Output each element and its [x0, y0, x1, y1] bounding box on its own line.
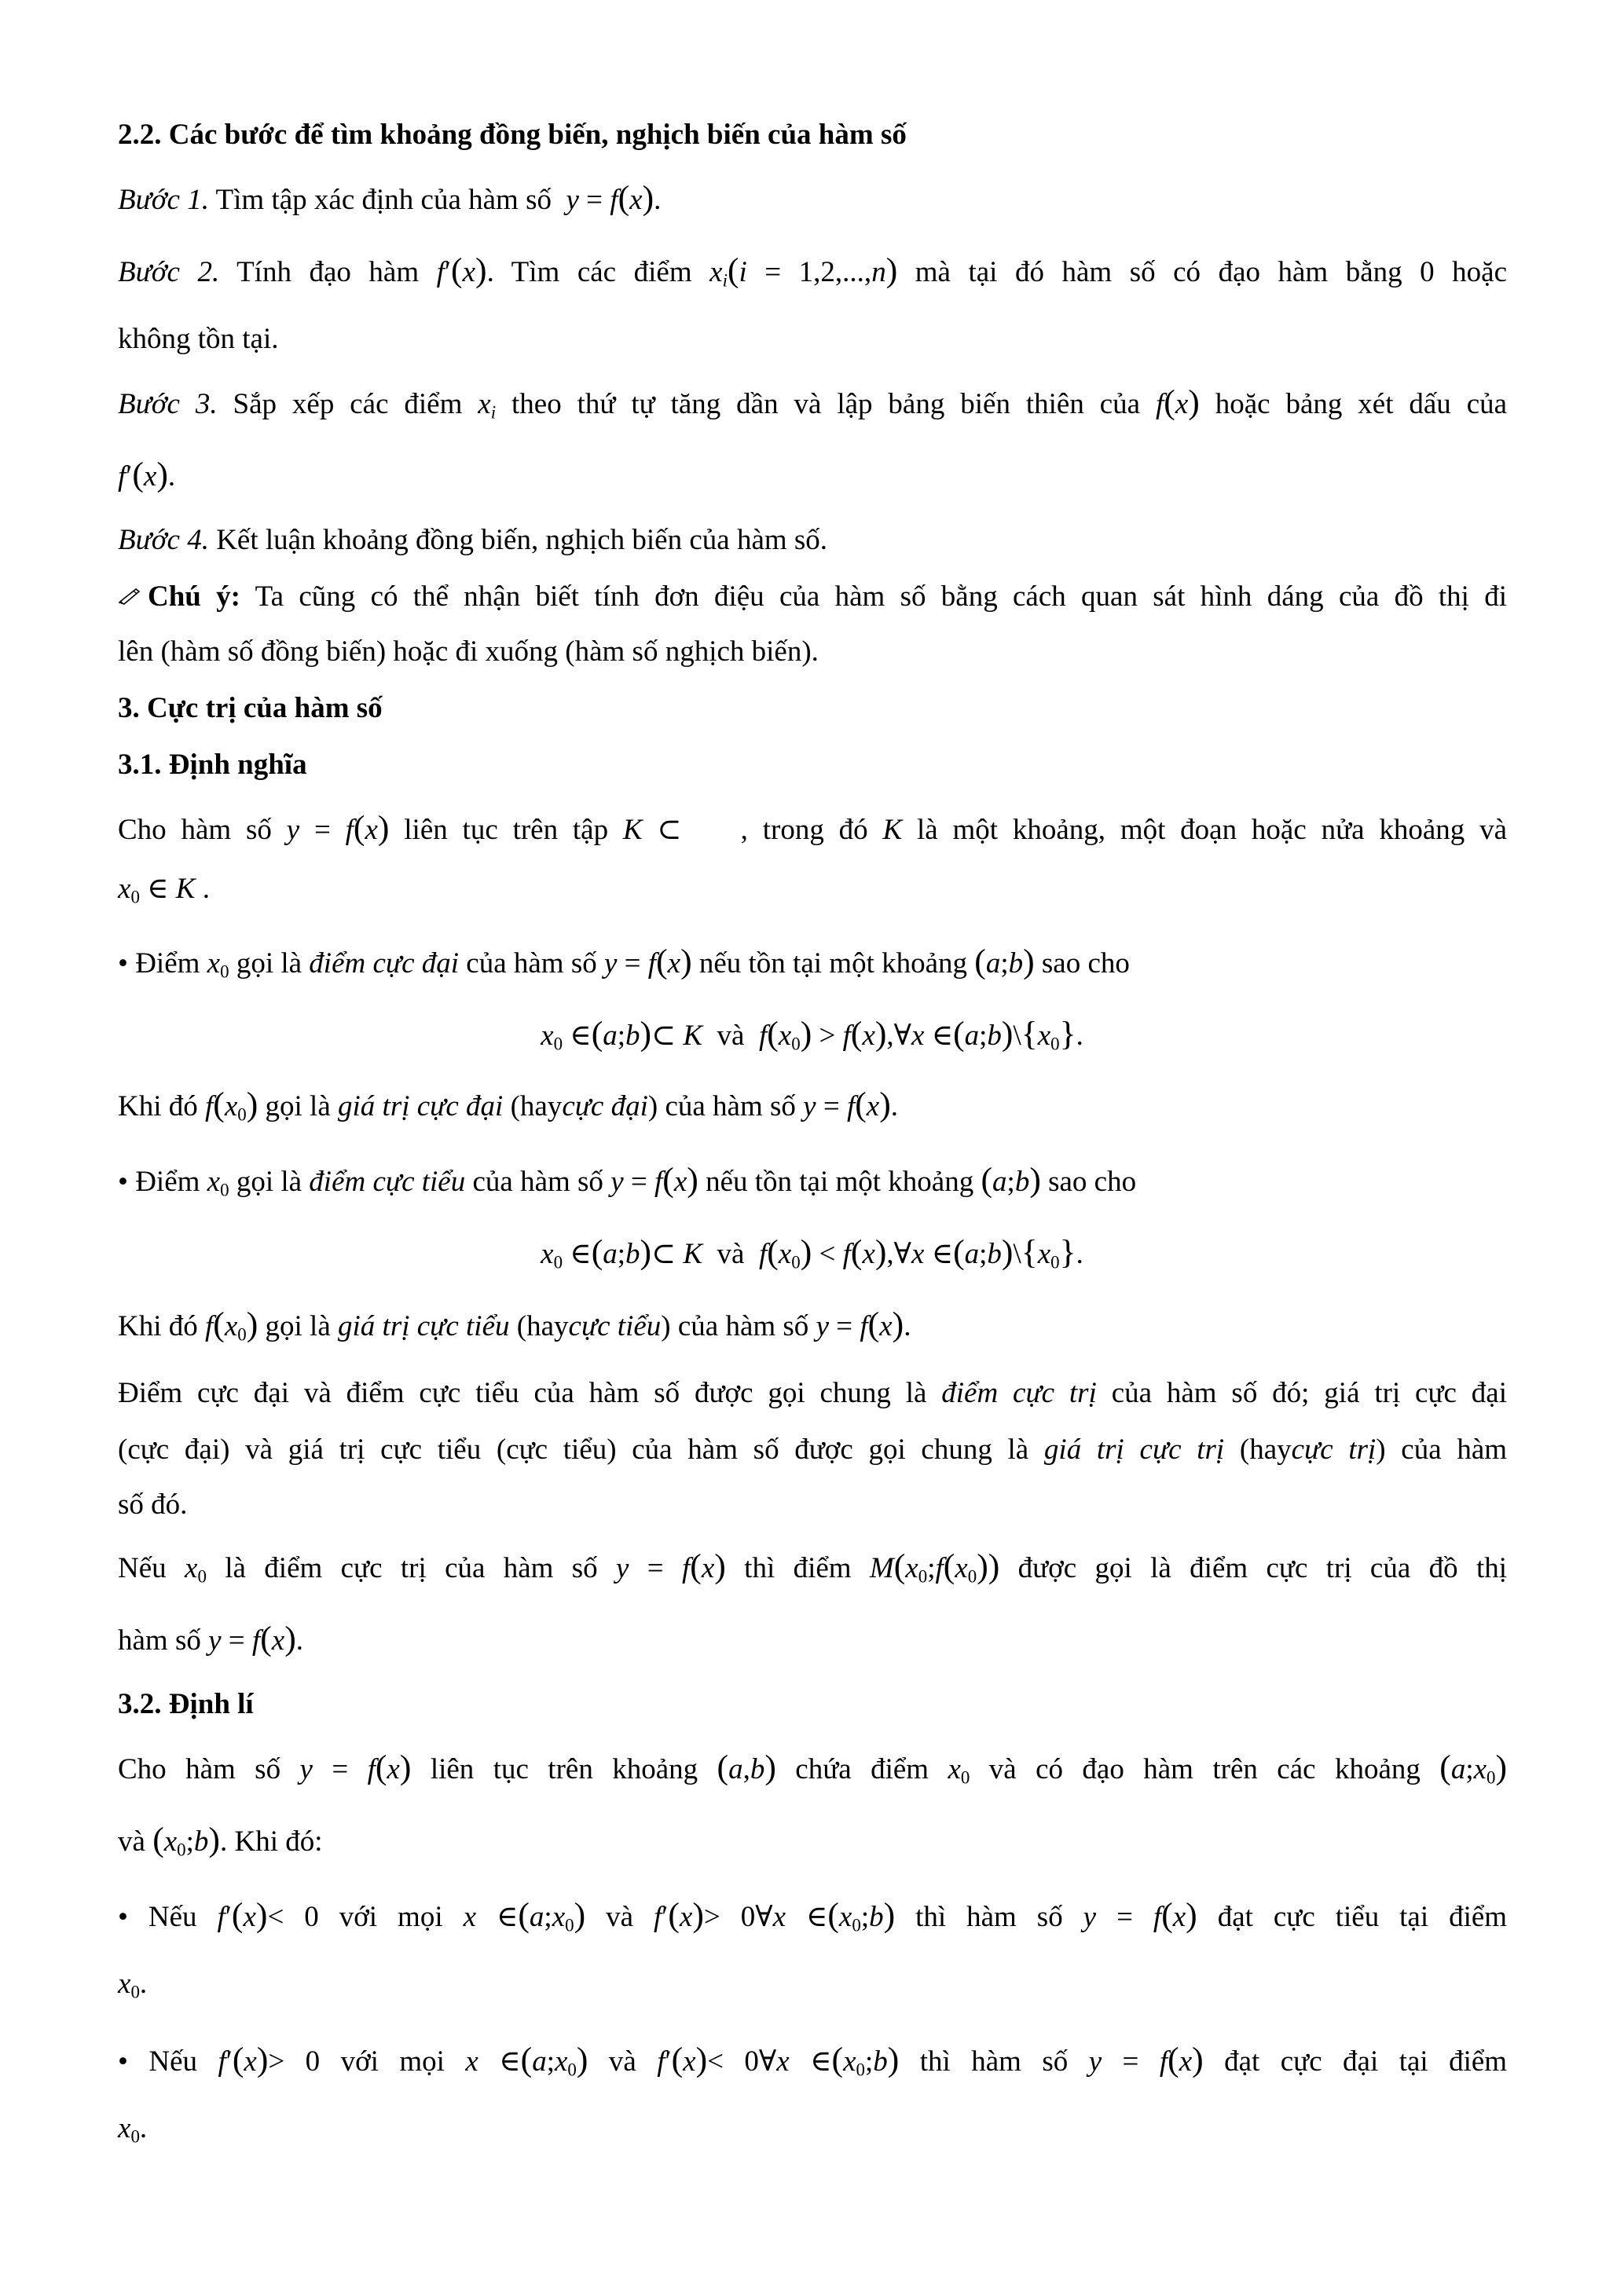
term-extremum-point: điểm cực trị — [941, 1377, 1097, 1409]
formula-y-eq-fx: y = f(x) — [603, 943, 692, 980]
pencil-icon — [118, 588, 141, 606]
section-2-2-heading: 2.2. Các bước để tìm khoảng đồng biến, nghịch biến của hàm số — [118, 119, 907, 151]
graph-text: hàm số — [118, 1624, 201, 1657]
case-text: đạt cực đại tại điểm — [1224, 2045, 1508, 2078]
theorem-intro — [118, 1747, 1507, 1788]
formula-x0: $x_0$ — [118, 1968, 140, 2002]
formula-fprime-positive-forall: f′(x)> 0∀x $\in(x_0;b)$ — [654, 1896, 896, 1935]
step-2-text: Tính đạo hàm — [236, 256, 420, 288]
max-value-definition: Khi đó $f(x_0)$ gọi là giá trị cực đại (haycực đại) của hàm số y = f(x). — [118, 1086, 899, 1125]
formula-f-x0: $f(x_0)$ — [205, 1086, 258, 1125]
bullet-text: • Nếu — [118, 2045, 198, 2078]
step-4 — [118, 523, 827, 558]
max-text: nếu tồn tại một khoảng — [698, 947, 968, 980]
definition-cont: $x_0$ ∈ K . — [118, 873, 210, 907]
note-label: Chú ý: — [148, 580, 240, 613]
formula-M-point: $M(x_0;f(x_0))$ — [869, 1547, 1000, 1587]
formula-x0: $x_0$ — [185, 1552, 207, 1587]
term-max: cực đại — [562, 1090, 648, 1122]
formula-x0-in-K: $x_0$ ∈ K — [118, 873, 196, 907]
case-text: với mọi — [339, 1901, 443, 1933]
formula-y-eq-fx: y = f(x) — [286, 809, 390, 847]
max-text: gọi là — [236, 947, 302, 980]
formula-f-x0: $f(x_0)$ — [205, 1305, 258, 1345]
formula-fprime-negative-forall: f′(x)< 0∀x $\in(x_0;b)$ — [657, 2041, 900, 2080]
general-paragraph-line-2 — [118, 1433, 1507, 1467]
formula-y-eq-fx: y = f(x) — [299, 1749, 412, 1786]
step-2 — [118, 250, 1507, 291]
formula-fprime-negative: f′(x)< 0 — [217, 1896, 319, 1934]
step-3-text: theo thứ tự tăng dần và lập bảng biến thiên của — [511, 388, 1141, 420]
definition-text: , trong đó — [740, 814, 868, 846]
term-min: cực tiểu — [568, 1310, 662, 1342]
case-text: thì hàm số — [919, 2045, 1069, 2078]
max-value-text: Khi đó — [118, 1090, 198, 1122]
min-text: nếu tồn tại một khoảng — [706, 1166, 974, 1198]
min-value-text: Khi đó — [118, 1310, 198, 1342]
formula-fprime-x: f′(x) — [118, 456, 168, 493]
bullet-text: • Điểm — [118, 1166, 200, 1198]
step-4-label: Bước 4. — [118, 524, 209, 556]
step-3-text: hoặc bảng xét dấu của — [1215, 388, 1508, 420]
formula-x-in-a-x0: x $\in(a;x_0)$ — [465, 2041, 588, 2080]
formula-xi: $x_i$ — [478, 388, 497, 423]
formula-interval-a-x0: $(a;x_0)$ — [1439, 1749, 1508, 1788]
theorem-text: . Khi đó: — [219, 1825, 323, 1858]
note — [118, 580, 1507, 614]
max-value-text: ) của hàm số — [647, 1090, 796, 1122]
note-cont: lên (hàm số đồng biến) hoặc đi xuống (hàm số nghịch biến). — [118, 635, 819, 668]
min-value-text: (hay — [516, 1310, 569, 1342]
definition-text: là một khoảng, một đoạn hoặc nửa khoảng và — [916, 814, 1508, 846]
min-value-text: ) của hàm số — [661, 1310, 809, 1342]
theorem-case-min — [118, 1895, 1507, 1935]
formula-fx: f(x) — [1155, 383, 1200, 421]
term-max-value: giá trị cực đại — [338, 1090, 504, 1122]
general-text: của hàm số đó; giá trị cực đại — [1111, 1377, 1508, 1409]
general-text: Điểm cực đại và điểm cực tiểu của hàm số được gọi chung là — [118, 1377, 927, 1409]
section-3-2-heading: 3.2. Định lí — [118, 1688, 254, 1720]
step-3-text: Sắp xếp các điểm — [233, 388, 463, 420]
case-text: và — [606, 1901, 634, 1933]
formula-y-eq-fx: y = f(x) — [816, 1305, 904, 1343]
graph-text: Nếu — [118, 1552, 167, 1584]
step-4-text: Kết luận khoảng đồng biến, nghịch biến của hàm số. — [216, 524, 828, 556]
section-3-1-heading: 3.1. Định nghĩa — [118, 749, 307, 781]
step-1-label: Bước 1. — [118, 184, 209, 216]
general-text: (cực đại) và giá trị cực tiểu (cực tiểu) của hàm số được gọi chung là — [118, 1434, 1029, 1466]
formula-x-in-a-x0: x $\in(a;x_0)$ — [463, 1896, 586, 1935]
step-2-text: mà tại đó hàm số có đạo hàm bằng 0 hoặc — [915, 256, 1508, 288]
and-text: và — [717, 1238, 745, 1270]
theorem-case-min-cont: $x_0$. — [118, 1968, 148, 2002]
theorem-text: và — [118, 1825, 145, 1858]
min-text: gọi là — [236, 1166, 302, 1198]
step-2-text: . Tìm các điểm — [486, 256, 692, 288]
bullet-text: • Nếu — [118, 1901, 197, 1933]
step-3-cont: f′(x). — [118, 456, 176, 493]
formula-y-eq-fx: y = f(x) — [616, 1547, 726, 1585]
case-text: với mọi — [340, 2045, 445, 2078]
max-text: của hàm số — [466, 947, 597, 980]
formula-interval-ab: (a;b) — [974, 943, 1035, 980]
note-text: Ta cũng có thể nhận biết tính đơn điệu của hàm số bằng cách quan sát hình dáng của đồ thị đi — [255, 580, 1507, 613]
formula-x0: $x_0$ — [948, 1753, 970, 1788]
term-max-point: điểm cực đại — [309, 947, 460, 980]
max-value-text: (hay — [510, 1090, 563, 1122]
formula-K: K — [882, 814, 903, 846]
graph-extremum-cont: hàm số y = f(x). — [118, 1620, 303, 1657]
general-text: ) của hàm — [1376, 1434, 1508, 1466]
formula-fprime-positive: f′(x)> 0 — [218, 2041, 321, 2078]
step-2-cont: không tồn tại. — [118, 323, 279, 355]
theorem-text: liên tục trên khoảng — [430, 1753, 698, 1785]
max-text: sao cho — [1041, 947, 1130, 980]
formula-interval-ab: (a;b) — [981, 1161, 1041, 1199]
formula-x0: $x_0$ — [118, 2112, 140, 2147]
bullet-text: • Điểm — [118, 947, 200, 980]
min-condition-formula: $x_0$ ∈(a;b)⊂ K và $f(x_0)$ < f(x),∀x $\in(a;b)\backslash\{x_0\}$. — [541, 1233, 1083, 1273]
case-text: và — [608, 2045, 636, 2078]
step-2-label: Bước 2. — [118, 256, 220, 288]
step-1: Bước 1. Tìm tập xác định của hàm số y = f(x). — [118, 179, 662, 217]
min-point-definition — [118, 1159, 1136, 1200]
step-3-label: Bước 3. — [118, 388, 218, 420]
formula-y-eq-fx: y = f(x) — [610, 1161, 698, 1199]
formula-y-eq-fx: y = f(x) — [559, 179, 654, 217]
general-text: (hay — [1239, 1434, 1292, 1466]
graph-text: là điểm cực trị của hàm số — [225, 1552, 598, 1584]
term-extremum: cực trị — [1291, 1434, 1377, 1466]
and-text: và — [717, 1020, 745, 1052]
general-paragraph-line-3: số đó. — [118, 1489, 188, 1521]
general-paragraph-line-1 — [118, 1376, 1507, 1411]
case-text: đạt cực tiểu tại điểm — [1217, 1901, 1508, 1933]
max-condition-formula: $x_0$ ∈(a;b)⊂ K và $f(x_0)$ > f(x),∀x $\in(a;b)\backslash\{x_0\}$. — [541, 1015, 1083, 1054]
definition-intro — [118, 807, 1507, 848]
graph-text: được gọi là điểm cực trị của đồ thị — [1017, 1552, 1508, 1584]
step-1-text: Tìm tập xác định của hàm số — [215, 184, 552, 216]
formula-y-eq-fx: y = f(x) — [1083, 1896, 1197, 1934]
min-value-text: gọi là — [265, 1310, 331, 1342]
formula-K-subset: K ⊂ — [622, 814, 682, 846]
theorem-text: và có đạo hàm trên các khoảng — [988, 1753, 1421, 1785]
min-text: sao cho — [1048, 1166, 1137, 1198]
definition-text: liên tục trên tập — [404, 814, 609, 846]
formula-y-eq-fx: y = f(x) — [208, 1620, 296, 1657]
theorem-case-max-cont: $x_0$. — [118, 2112, 148, 2147]
formula-y-eq-fx: y = f(x) — [1088, 2041, 1204, 2078]
min-text: của hàm số — [472, 1166, 603, 1198]
theorem-intro-cont — [118, 1819, 323, 1860]
graph-text: thì điểm — [744, 1552, 852, 1584]
formula-interval-x0-b: $(x_0;b)$ — [152, 1821, 220, 1860]
term-min-value: giá trị cực tiểu — [338, 1310, 510, 1342]
term-min-point: điểm cực tiểu — [309, 1166, 466, 1198]
min-value-definition: Khi đó $f(x_0)$ gọi là giá trị cực tiểu (haycực tiểu) của hàm số y = f(x). — [118, 1305, 911, 1345]
theorem-text: Cho hàm số — [118, 1753, 281, 1785]
max-value-text: gọi là — [265, 1090, 331, 1122]
formula-fprime-x: f′(x) — [436, 251, 487, 289]
definition-text: Cho hàm số — [118, 814, 272, 846]
theorem-text: chứa điểm — [795, 1753, 929, 1785]
max-point-definition — [118, 941, 1130, 982]
formula-x0: $x_0$ — [207, 1166, 229, 1200]
case-text: thì hàm số — [915, 1901, 1063, 1933]
graph-extremum — [118, 1546, 1507, 1587]
term-extremum-value: giá trị cực trị — [1043, 1434, 1225, 1466]
section-3-heading: 3. Cực trị của hàm số — [118, 692, 383, 724]
formula-xi-index: $x_i(i = 1,2,...,n)$ — [709, 251, 898, 291]
formula-x0: $x_0$ — [207, 947, 229, 982]
formula-y-eq-fx: y = f(x) — [803, 1086, 891, 1123]
formula-interval-a-comma-b: (a,b) — [717, 1749, 776, 1786]
step-3 — [118, 382, 1507, 423]
theorem-case-max — [118, 2039, 1507, 2080]
